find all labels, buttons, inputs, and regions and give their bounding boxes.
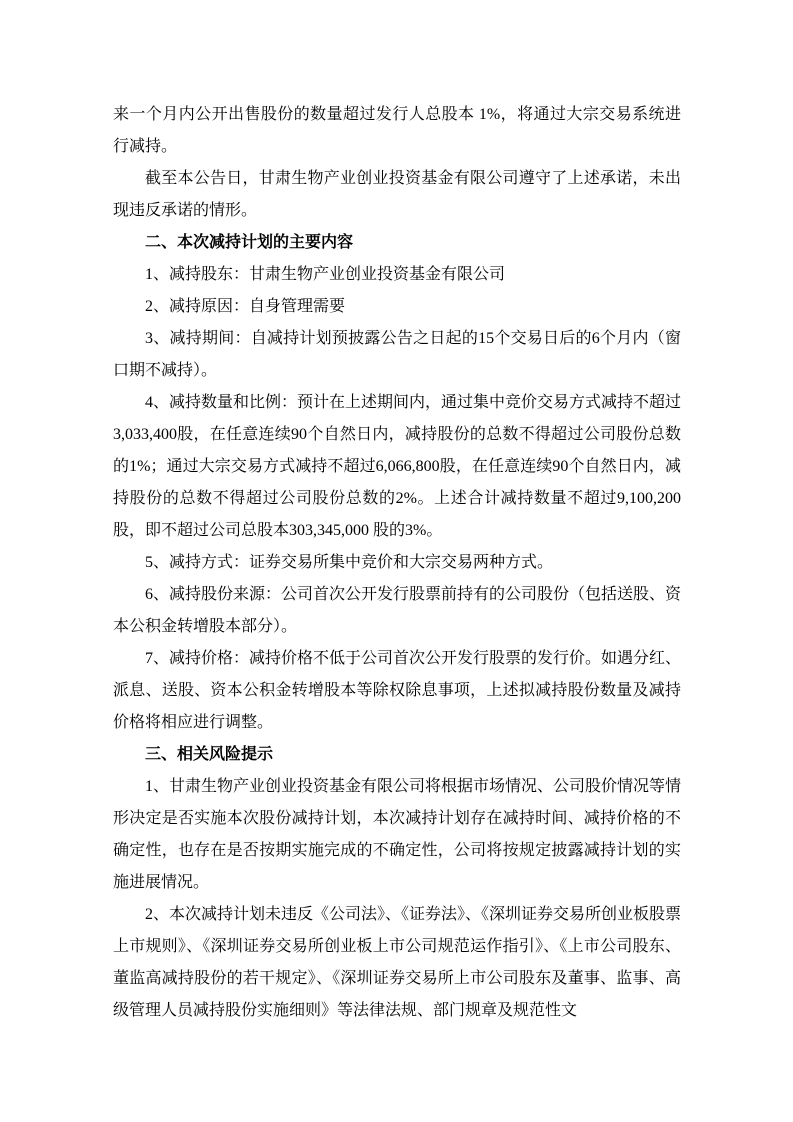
list-item-period: 3、减持期间：自减持计划预披露公告之日起的15个交易日后的6个月内（窗口期不减持）。 xyxy=(113,330,681,379)
section-heading-3: 三、相关风险提示 xyxy=(145,746,274,763)
list-item-price: 7、减持价格：减持价格不低于公司首次公开发行股票的发行价。如遇分红、派息、送股、资本公积金转增股本等除权除息事项，上述拟减持股份数量及减持价格将相应进行调整。 xyxy=(113,650,682,731)
list-item-reason: 2、减持原因：自身管理需要 xyxy=(145,298,346,315)
list-item-risk-2: 2、本次减持计划未违反《公司法》、《证券法》、《深圳证券交易所创业板股票上市规则》、《深圳证券交易所创业板上市公司规范运作指引》、《上市公司股东、董监高减持股份的若干规定》、《深圳证券交易所上市公司股东及董事、监事、高级管理人员减持股份实施细则》等法律法规、部门规章及规范性文 xyxy=(113,906,682,1019)
continuation-paragraph: 来一个月内公开出售股份的数量超过发行人总股本 1%，将通过大宗交易系统进行减持。 xyxy=(113,106,681,155)
list-item-method: 5、减持方式：证券交易所集中竞价和大宗交易两种方式。 xyxy=(145,554,554,571)
list-item-share-source: 6、减持股份来源：公司首次公开发行股票前持有的公司股份（包括送股、资本公积金转增股本部分）。 xyxy=(113,586,682,635)
list-item-quantity-ratio: 4、减持数量和比例：预计在上述期间内，通过集中竞价交易方式减持不超过3,033,400股，在任意连续90个自然日内，减持股份的总数不得超过公司股份总数的1%；通过大宗交易方式减持不超过6,066,800股，在任意连续90个自然日内，减持股份的总数不得超过公司股份总数的2%。上述合计减持数量不超过9,100,200股，即不超过公司总股本303,345,000 股的3%。 xyxy=(113,394,682,539)
list-item-shareholder: 1、减持股东：甘肃生物产业创业投资基金有限公司 xyxy=(145,266,506,283)
list-item-risk-1: 1、甘肃生物产业创业投资基金有限公司将根据市场情况、公司股价情况等情形决定是否实施本次股份减持计划，本次减持计划存在减持时间、减持价格的不确定性，也存在是否按期实施完成的不确定性，公司将按规定披露减持计划的实施进展情况。 xyxy=(113,778,682,891)
commitment-compliance-paragraph: 截至本公告日，甘肃生物产业创业投资基金有限公司遵守了上述承诺，未出现违反承诺的情形。 xyxy=(113,170,681,219)
section-heading-2: 二、本次减持计划的主要内容 xyxy=(145,234,354,251)
